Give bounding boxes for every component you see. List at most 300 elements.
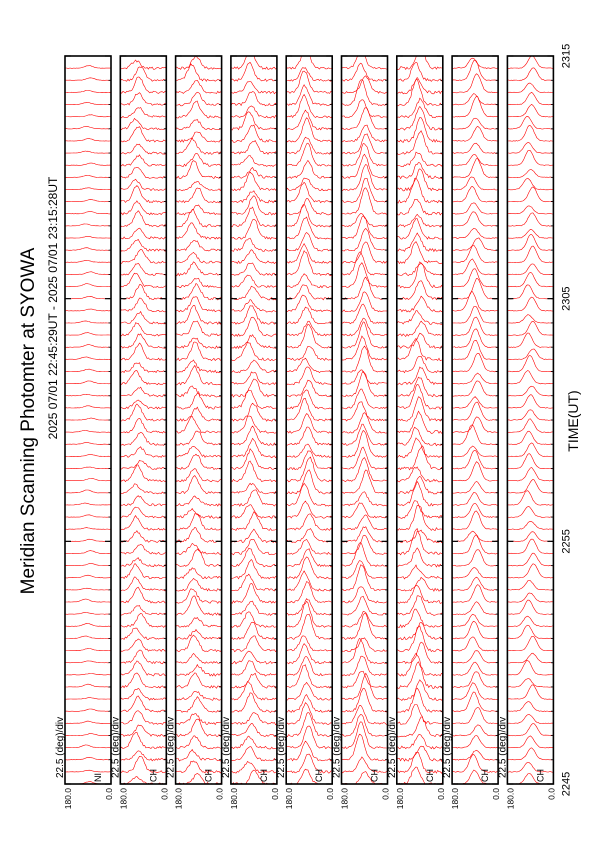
scan-trace bbox=[452, 96, 498, 117]
channel-label: CH bbox=[424, 769, 435, 782]
scan-trace bbox=[397, 688, 443, 712]
scale-label: 22.5 (deg)/div bbox=[220, 716, 232, 778]
scan-trace bbox=[286, 390, 332, 409]
scan-trace bbox=[507, 679, 553, 688]
y-tick-max: 180.0 bbox=[339, 788, 350, 810]
scan-trace bbox=[176, 509, 222, 519]
scan-trace bbox=[231, 141, 277, 155]
scan-trace bbox=[120, 460, 166, 469]
scan-trace bbox=[65, 539, 111, 541]
scan-trace bbox=[397, 680, 443, 701]
scan-trace bbox=[342, 587, 388, 603]
scan-trace bbox=[286, 71, 332, 93]
scan-trace bbox=[65, 394, 111, 396]
scan-trace bbox=[120, 249, 166, 263]
scan-trace bbox=[342, 63, 388, 81]
scan-trace bbox=[452, 511, 498, 530]
scan-trace bbox=[342, 596, 388, 615]
scan-trace bbox=[342, 228, 388, 251]
scan-trace bbox=[176, 132, 222, 142]
scan-trace bbox=[507, 104, 553, 117]
scan-trace bbox=[176, 469, 222, 483]
scale-label: 22.5 (deg)/div bbox=[331, 716, 343, 778]
scan-trace bbox=[342, 714, 388, 736]
scan-trace bbox=[176, 691, 222, 700]
scan-trace bbox=[65, 564, 111, 566]
scan-trace bbox=[65, 66, 111, 69]
scan-trace bbox=[65, 745, 111, 748]
scan-trace bbox=[507, 521, 553, 529]
scan-trace bbox=[231, 681, 277, 700]
scan-trace bbox=[120, 168, 166, 179]
scan-trace bbox=[176, 618, 222, 628]
scan-trace bbox=[65, 284, 111, 287]
panels-group bbox=[55, 48, 556, 810]
scan-trace bbox=[452, 672, 498, 688]
scan-trace bbox=[231, 426, 277, 445]
scan-trace bbox=[231, 661, 277, 676]
scan-trace bbox=[507, 564, 553, 578]
channel-label: CH bbox=[148, 769, 159, 782]
scale-label: 22.5 (deg)/div bbox=[276, 716, 288, 778]
scan-trace bbox=[65, 575, 111, 578]
scan-trace bbox=[120, 93, 166, 106]
scale-label: 22.5 (deg)/div bbox=[442, 716, 454, 778]
scan-trace bbox=[507, 349, 553, 360]
scan-trace bbox=[120, 371, 166, 385]
scan-trace bbox=[286, 324, 332, 348]
scan-trace bbox=[507, 553, 553, 566]
channel-label: CH bbox=[314, 769, 325, 782]
scan-trace bbox=[452, 373, 498, 384]
scan-trace bbox=[452, 614, 498, 627]
scan-trace bbox=[176, 119, 222, 130]
scan-trace bbox=[176, 393, 222, 409]
scan-trace bbox=[507, 126, 553, 142]
scan-trace bbox=[176, 386, 222, 397]
scan-trace bbox=[286, 470, 332, 494]
scan-trace bbox=[507, 763, 553, 773]
scan-trace bbox=[397, 263, 443, 288]
scan-trace bbox=[65, 770, 111, 772]
scan-trace bbox=[397, 169, 443, 191]
scan-trace bbox=[397, 79, 443, 106]
scan-trace bbox=[231, 736, 277, 749]
scan-trace bbox=[397, 565, 443, 579]
scan-trace bbox=[452, 683, 498, 700]
scan-trace bbox=[452, 245, 498, 263]
scan-trace bbox=[452, 143, 498, 153]
scan-trace bbox=[231, 92, 277, 106]
scan-trace bbox=[65, 588, 111, 590]
scan-trace bbox=[342, 252, 388, 275]
scan-trace bbox=[176, 153, 222, 166]
scan-trace bbox=[286, 726, 332, 749]
scan-trace bbox=[231, 403, 277, 421]
scan-trace bbox=[176, 454, 222, 469]
scan-trace bbox=[397, 384, 443, 409]
scan-trace bbox=[507, 178, 553, 190]
scan-trace bbox=[507, 616, 553, 627]
scan-trace bbox=[176, 366, 222, 385]
panel-6 bbox=[332, 50, 391, 809]
scan-trace bbox=[176, 596, 222, 615]
scan-trace bbox=[342, 277, 388, 300]
scan-trace bbox=[507, 297, 553, 311]
scan-trace bbox=[231, 125, 277, 142]
y-tick-max: 180.0 bbox=[173, 788, 184, 810]
scan-trace bbox=[65, 612, 111, 614]
scan-trace bbox=[120, 387, 166, 397]
scan-trace bbox=[65, 721, 111, 723]
y-tick-min: 0.0 bbox=[435, 788, 446, 800]
scan-trace bbox=[397, 501, 443, 519]
scan-trace bbox=[452, 402, 498, 420]
x-tick-label: 2305 bbox=[560, 286, 573, 311]
scan-trace bbox=[231, 238, 277, 251]
scan-trace bbox=[397, 427, 443, 446]
scan-trace bbox=[65, 90, 111, 92]
scan-trace bbox=[120, 312, 166, 325]
traces-9 bbox=[507, 56, 553, 784]
scan-trace bbox=[65, 684, 111, 687]
scan-trace bbox=[120, 108, 166, 118]
scan-trace bbox=[397, 622, 443, 639]
scan-trace bbox=[342, 772, 388, 785]
y-tick-min: 0.0 bbox=[546, 788, 557, 800]
scan-trace bbox=[120, 77, 166, 94]
scan-trace bbox=[286, 137, 332, 154]
scan-trace bbox=[452, 725, 498, 736]
scan-trace bbox=[286, 539, 332, 554]
scan-trace bbox=[65, 102, 111, 104]
scan-trace bbox=[342, 213, 388, 226]
scan-trace bbox=[176, 80, 222, 93]
scan-trace bbox=[120, 239, 166, 251]
scan-trace bbox=[120, 201, 166, 215]
channel-label: CH bbox=[258, 769, 269, 782]
scan-trace bbox=[120, 639, 166, 652]
scan-trace bbox=[342, 318, 388, 336]
scan-trace bbox=[120, 186, 166, 203]
scan-trace bbox=[397, 767, 443, 785]
scan-trace bbox=[65, 430, 111, 432]
channel-label: CH bbox=[203, 769, 214, 782]
panel-3 bbox=[166, 55, 225, 809]
scan-trace bbox=[176, 496, 222, 506]
scan-trace bbox=[452, 462, 498, 481]
scan-trace bbox=[65, 490, 111, 493]
scan-trace bbox=[507, 213, 553, 226]
scan-trace bbox=[176, 416, 222, 433]
scan-trace bbox=[120, 688, 166, 700]
scan-trace bbox=[452, 159, 498, 178]
scan-trace bbox=[286, 636, 332, 651]
scan-trace bbox=[65, 709, 111, 711]
scan-trace bbox=[120, 496, 166, 506]
scan-trace bbox=[231, 713, 277, 725]
scan-trace bbox=[507, 315, 553, 324]
y-tick-max: 180.0 bbox=[284, 788, 295, 810]
scan-trace bbox=[231, 379, 277, 397]
scan-trace bbox=[231, 50, 277, 69]
scan-trace bbox=[397, 98, 443, 118]
scan-trace bbox=[507, 507, 553, 518]
scan-trace bbox=[452, 531, 498, 542]
scan-trace bbox=[507, 235, 553, 251]
scan-trace bbox=[120, 273, 166, 287]
scan-trace bbox=[397, 281, 443, 300]
scan-trace bbox=[507, 264, 553, 275]
x-tick-label: 2255 bbox=[560, 529, 573, 554]
scan-trace bbox=[397, 746, 443, 761]
chart-title: Meridian Scanning Photomter at SYOWA bbox=[18, 247, 39, 595]
scan-trace bbox=[286, 529, 332, 543]
traces-7 bbox=[397, 49, 443, 786]
scan-trace bbox=[176, 101, 222, 118]
scan-trace bbox=[452, 621, 498, 639]
scan-trace bbox=[397, 131, 443, 155]
scan-trace bbox=[452, 228, 498, 238]
scan-trace bbox=[176, 578, 222, 591]
scan-trace bbox=[397, 152, 443, 167]
scan-trace bbox=[452, 446, 498, 457]
scale-label: 22.5 (deg)/div bbox=[55, 716, 66, 778]
panel-7 bbox=[387, 49, 446, 810]
panel-9 bbox=[497, 56, 556, 809]
scan-trace bbox=[397, 377, 443, 397]
scan-trace bbox=[507, 774, 553, 785]
scan-trace bbox=[452, 482, 498, 494]
channel-label: CH bbox=[535, 769, 546, 782]
x-axis-label: TIME(UT) bbox=[565, 390, 581, 452]
scan-trace bbox=[231, 770, 277, 785]
scan-trace bbox=[120, 404, 166, 421]
y-tick-max: 180.0 bbox=[394, 788, 405, 810]
scan-trace bbox=[176, 284, 222, 300]
scan-trace bbox=[286, 754, 332, 773]
scan-trace bbox=[120, 465, 166, 482]
scan-trace bbox=[120, 343, 166, 360]
scan-trace bbox=[286, 414, 332, 434]
scan-trace bbox=[65, 369, 111, 372]
scan-trace bbox=[176, 55, 222, 69]
scan-trace bbox=[65, 321, 111, 323]
scan-trace bbox=[231, 461, 277, 482]
scale-label: 22.5 (deg)/div bbox=[386, 716, 398, 778]
scan-trace bbox=[452, 269, 498, 287]
scan-trace bbox=[65, 515, 111, 517]
scan-trace bbox=[120, 334, 166, 349]
scan-trace bbox=[65, 345, 111, 348]
y-tick-min: 0.0 bbox=[159, 788, 170, 800]
scan-trace bbox=[452, 602, 498, 615]
scan-trace bbox=[176, 209, 222, 227]
scan-trace bbox=[176, 568, 222, 579]
scan-trace bbox=[507, 581, 553, 591]
scan-trace bbox=[231, 263, 277, 275]
scan-trace bbox=[507, 468, 553, 482]
scan-trace bbox=[120, 67, 166, 81]
scan-trace bbox=[120, 507, 166, 518]
scan-trace bbox=[65, 151, 111, 153]
scan-trace bbox=[452, 60, 498, 80]
scan-trace bbox=[342, 431, 388, 458]
scan-trace bbox=[176, 653, 222, 663]
scan-trace bbox=[65, 248, 111, 251]
scan-trace bbox=[231, 762, 277, 774]
scan-trace bbox=[120, 432, 166, 445]
traces-8 bbox=[452, 58, 498, 784]
scan-trace bbox=[120, 531, 166, 543]
scan-trace bbox=[65, 138, 111, 141]
scan-trace bbox=[452, 58, 498, 68]
scan-trace bbox=[452, 707, 498, 723]
scan-trace bbox=[342, 242, 388, 263]
scan-trace bbox=[231, 219, 277, 239]
scan-trace bbox=[452, 187, 498, 203]
scan-trace bbox=[507, 714, 553, 723]
scan-trace bbox=[65, 212, 111, 214]
scan-trace bbox=[507, 206, 553, 214]
scan-trace bbox=[286, 657, 332, 676]
scan-trace bbox=[397, 735, 443, 749]
y-tick-min: 0.0 bbox=[491, 788, 502, 800]
scan-trace bbox=[507, 187, 553, 202]
scan-trace bbox=[120, 661, 166, 676]
scan-trace bbox=[231, 300, 277, 313]
scan-trace bbox=[397, 438, 443, 458]
scan-trace bbox=[342, 757, 388, 773]
scan-trace bbox=[231, 622, 277, 640]
scan-trace bbox=[176, 305, 222, 324]
scan-trace bbox=[507, 169, 553, 177]
scan-trace bbox=[176, 92, 222, 106]
scan-trace bbox=[65, 175, 111, 177]
scan-trace bbox=[176, 181, 222, 191]
scan-trace bbox=[397, 548, 443, 567]
scan-trace bbox=[452, 651, 498, 663]
scan-trace bbox=[342, 458, 388, 482]
scan-trace bbox=[452, 292, 498, 312]
scan-trace bbox=[397, 233, 443, 252]
scan-trace bbox=[176, 431, 222, 445]
scan-trace bbox=[507, 653, 553, 663]
scan-trace bbox=[452, 317, 498, 335]
scan-trace bbox=[176, 549, 222, 567]
y-tick-max: 180.0 bbox=[228, 788, 239, 810]
scan-trace bbox=[507, 454, 553, 469]
scan-trace bbox=[65, 442, 111, 444]
scan-trace bbox=[231, 172, 277, 191]
scan-trace bbox=[65, 78, 111, 81]
scan-trace bbox=[452, 259, 498, 275]
scan-trace bbox=[397, 218, 443, 239]
traces-3 bbox=[176, 55, 222, 785]
scan-trace bbox=[286, 741, 332, 761]
scan-trace bbox=[342, 542, 388, 566]
scan-trace bbox=[286, 451, 332, 470]
panel-8 bbox=[442, 56, 501, 809]
scan-trace bbox=[452, 381, 498, 396]
scan-trace bbox=[342, 125, 388, 142]
y-tick-min: 0.0 bbox=[325, 788, 336, 800]
scan-trace bbox=[120, 228, 166, 239]
panel-2 bbox=[110, 56, 169, 809]
scan-trace bbox=[176, 252, 222, 263]
scan-trace bbox=[342, 535, 388, 554]
scan-trace bbox=[286, 68, 332, 82]
scan-trace bbox=[452, 735, 498, 748]
scan-trace bbox=[120, 447, 166, 458]
scan-trace bbox=[231, 106, 277, 118]
scan-trace bbox=[342, 50, 388, 69]
x-tick-label: 2245 bbox=[560, 771, 573, 797]
scan-trace bbox=[65, 757, 111, 760]
scan-trace bbox=[176, 476, 222, 494]
scan-trace bbox=[507, 143, 553, 154]
scan-trace bbox=[397, 609, 443, 628]
scan-trace bbox=[120, 558, 166, 567]
scale-label: 22.5 (deg)/div bbox=[497, 716, 509, 778]
scan-trace bbox=[342, 402, 388, 421]
scan-trace bbox=[286, 557, 332, 579]
scan-trace bbox=[286, 483, 332, 506]
scan-trace bbox=[120, 577, 166, 591]
scan-trace bbox=[65, 478, 111, 480]
scan-trace bbox=[231, 372, 277, 385]
scan-trace bbox=[120, 613, 166, 627]
y-tick-max: 180.0 bbox=[505, 788, 516, 810]
panel-1 bbox=[55, 56, 114, 809]
scan-trace bbox=[120, 179, 166, 190]
channel-label: NI bbox=[93, 773, 103, 782]
scan-trace bbox=[286, 118, 332, 142]
scan-trace bbox=[65, 163, 111, 165]
scan-trace bbox=[65, 636, 111, 639]
scan-trace bbox=[342, 389, 388, 409]
scan-trace bbox=[507, 593, 553, 602]
y-tick-min: 0.0 bbox=[380, 788, 391, 800]
scan-trace bbox=[120, 118, 166, 129]
scan-trace bbox=[120, 60, 166, 69]
scan-trace bbox=[452, 550, 498, 566]
scan-trace bbox=[176, 342, 222, 361]
scan-trace bbox=[176, 750, 222, 762]
scan-trace bbox=[176, 360, 222, 373]
scan-trace bbox=[452, 353, 498, 372]
scan-trace bbox=[231, 207, 277, 227]
scan-trace bbox=[286, 682, 332, 700]
scan-trace bbox=[65, 698, 111, 700]
scan-trace bbox=[397, 476, 443, 494]
scan-trace bbox=[452, 585, 498, 603]
scan-trace bbox=[452, 637, 498, 651]
traces-6 bbox=[342, 50, 388, 785]
scan-trace bbox=[452, 177, 498, 190]
scale-label: 22.5 (deg)/div bbox=[165, 716, 177, 778]
scan-trace bbox=[397, 586, 443, 604]
scan-trace bbox=[286, 160, 332, 178]
scan-trace bbox=[452, 692, 498, 712]
scan-trace bbox=[507, 625, 553, 639]
y-tick-min: 0.0 bbox=[214, 788, 225, 800]
scan-trace bbox=[231, 723, 277, 736]
scan-trace bbox=[507, 431, 553, 444]
scan-trace bbox=[65, 649, 111, 651]
scan-trace bbox=[120, 155, 166, 166]
scan-trace bbox=[231, 317, 277, 336]
